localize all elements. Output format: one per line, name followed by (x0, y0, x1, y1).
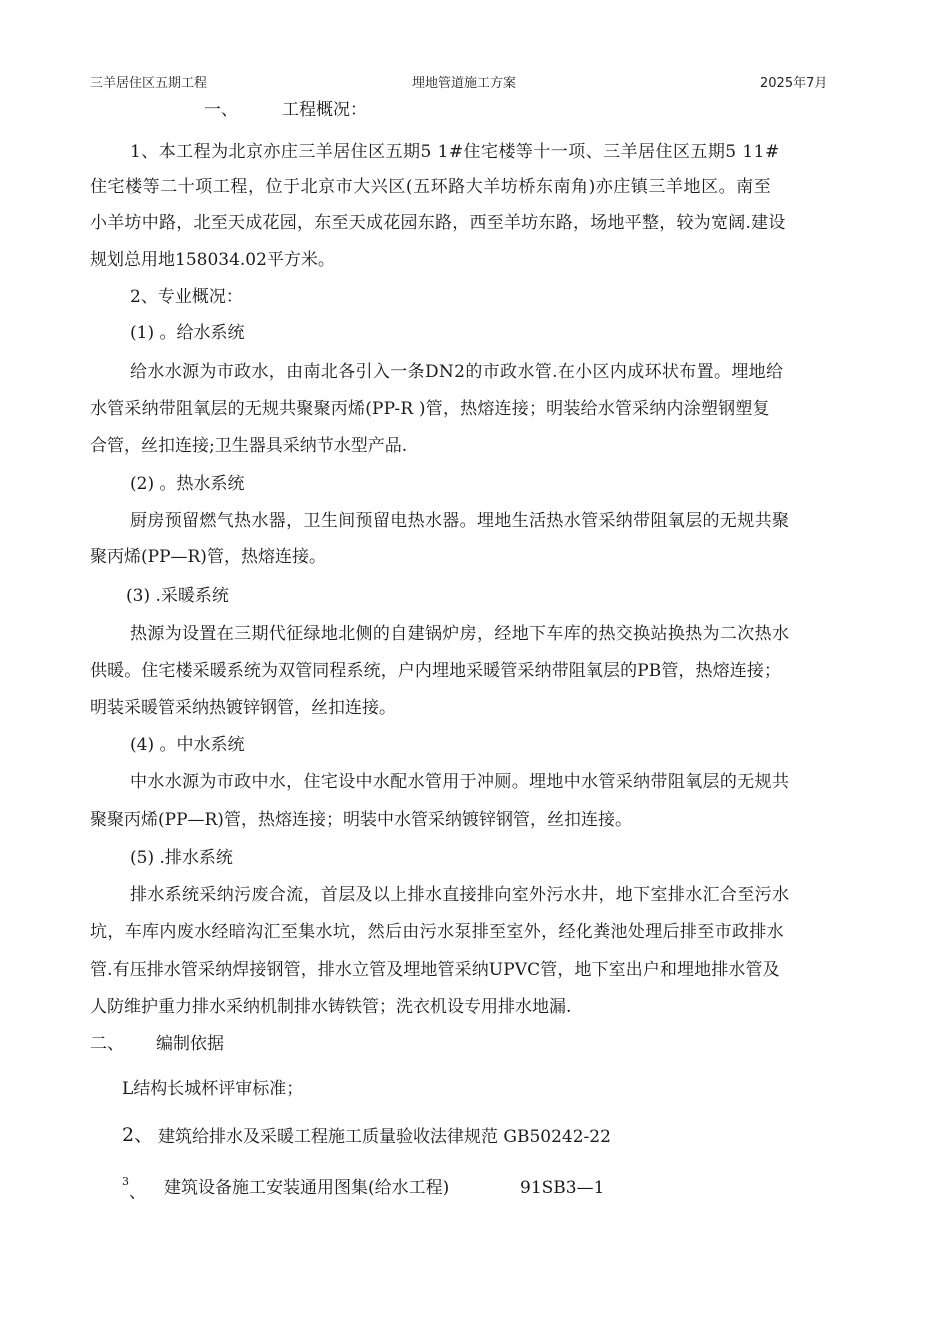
drainage-line: 排水系统采纳污废合流，首层及以上排水直接排向室外污水井，地下室排水汇合至污水 (130, 885, 790, 905)
basis-item-2-number: 2、 (122, 1124, 154, 1146)
basis-item-2-text: 建筑给排水及采暖工程施工质量验收法律规范 GB50242-22 (158, 1127, 611, 1147)
basis-item-3-separator: 、 (129, 1182, 146, 1203)
drainage-line: 管.有压排水管采纳焊接钢管，排水立管及埋地管采纳UPVC管，地下室出户和埋地排水管及 (90, 960, 780, 980)
heating-line: 热源为设置在三期代征绿地北侧的自建锅炉房，经地下车库的热交换站换热为二次热水 (130, 624, 790, 644)
reclaimed-water-line: 聚聚丙烯(PP—R)管，热熔连接；明装中水管采纳镀锌钢管，丝扣连接。 (90, 810, 632, 830)
drainage-heading: (5) .排水系统 (130, 848, 233, 868)
reclaimed-water-heading: (4) 。中水系统 (130, 735, 245, 755)
drainage-line: 人防维护重力排水采纳机制排水铸铁管；洗衣机设专用排水地漏. (90, 997, 572, 1017)
water-supply-line: 合管，丝扣连接;卫生器具采纳节水型产品. (90, 436, 408, 456)
water-supply-heading: (1) 。给水系统 (130, 323, 245, 343)
hot-water-line: 厨房预留燃气热水器，卫生间预留电热水器。埋地生活热水管采纳带阻氧层的无规共聚 (130, 511, 790, 531)
professional-overview-heading: 2、专业概况： (130, 287, 243, 307)
hot-water-line: 聚丙烯(PP—R)管，热熔连接。 (90, 547, 326, 567)
overview-line: 小羊坊中路，北至天成花园，东至天成花园东路，西至羊坊东路，场地平整，较为宽阔.建设 (90, 213, 786, 233)
header-project-name: 三羊居住区五期工程 (90, 76, 208, 91)
section-2-title: 编制依据 (156, 1034, 224, 1054)
section-1-title: 工程概况： (282, 100, 367, 120)
water-supply-line: 水管采纳带阻氧层的无规共聚聚丙烯(PP-R )管，热熔连接；明装给水管采纳内涂塑钢塑复 (90, 399, 770, 419)
heating-heading: (3) .采暖系统 (126, 586, 229, 606)
basis-item-3-code: 91SB3—1 (520, 1178, 605, 1198)
header-date: 2025年7月 (760, 76, 828, 91)
section-1-number: 一、 (204, 100, 238, 120)
reclaimed-water-line: 中水水源为市政中水，住宅设中水配水管用于冲厕。埋地中水管采纳带阻氧层的无规共 (130, 772, 790, 792)
heating-line: 明装采暖管采纳热镀锌钢管，丝扣连接。 (90, 698, 396, 718)
hot-water-heading: (2) 。热水系统 (130, 474, 245, 494)
basis-item-3-text: 建筑设备施工安装通用图集(给水工程) (164, 1178, 450, 1198)
heating-line: 供暖。住宅楼采暖系统为双管同程系统，户内埋地采暖管采纳带阻氧层的PB管，热熔连接； (90, 661, 782, 681)
overview-line: 1、本工程为北京亦庄三羊居住区五期5 1#住宅楼等十一项、三羊居住区五期5 11# (130, 142, 780, 162)
header-document-title: 埋地管道施工方案 (412, 76, 517, 91)
water-supply-line: 给水水源为市政水，由南北各引入一条DN2的市政水管.在小区内成环状布置。埋地给 (130, 362, 784, 382)
drainage-line: 坑，车库内废水经暗沟汇至集水坑，然后由污水泵排至室外，经化粪池处理后排至市政排水 (90, 922, 784, 942)
basis-item-3-number: 3 (122, 1175, 129, 1188)
overview-line: 住宅楼等二十项工程，位于北京市大兴区(五环路大羊坊桥东南角)亦庄镇三羊地区。南至 (90, 177, 772, 197)
overview-line: 规划总用地158034.02平方米。 (90, 250, 335, 270)
basis-item-3-marker (122, 1175, 146, 1203)
section-2-number: 二、 (90, 1034, 124, 1054)
basis-item-1: L结构长城杯评审标准； (122, 1079, 304, 1099)
